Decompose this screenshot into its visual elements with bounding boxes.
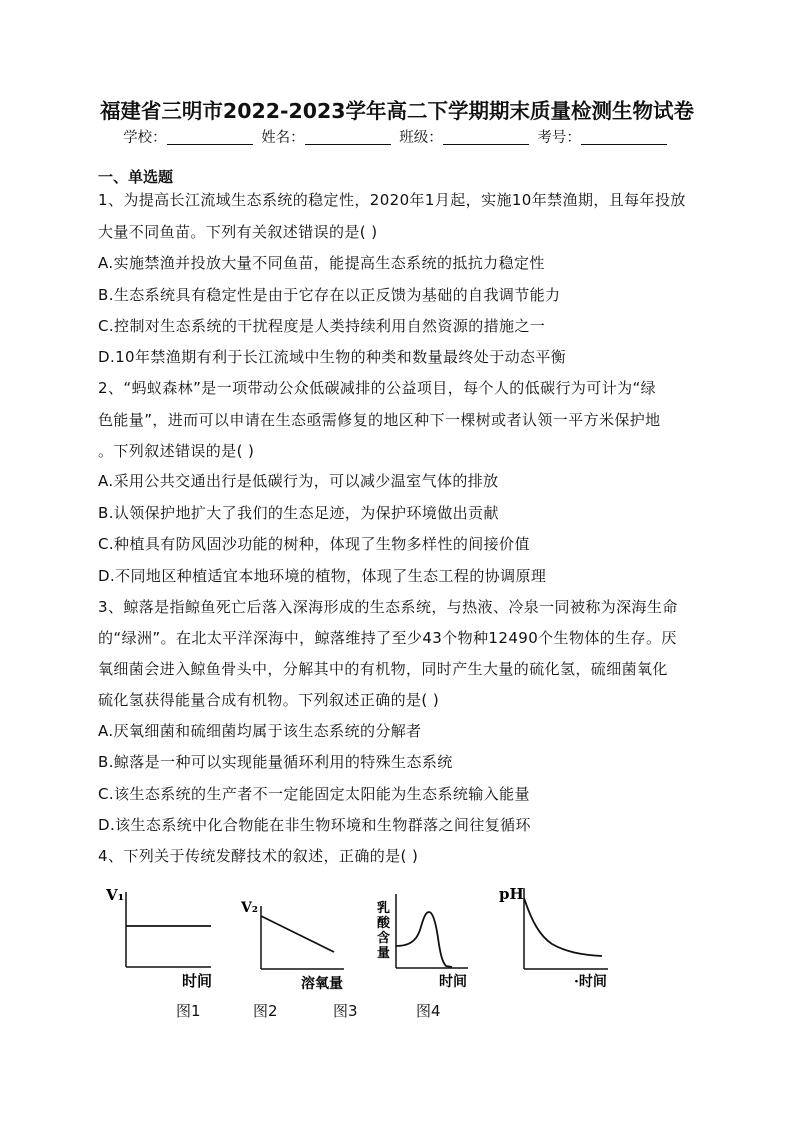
q1-option-a: A.实施禁渔并投放大量不同鱼苗，能提高生态系统的抵抗力稳定性 xyxy=(98,254,545,272)
q3-option-c: C.该生态系统的生产者不一定能固定太阳能为生态系统输入能量 xyxy=(98,785,530,803)
q2-option-b: B.认领保护地扩大了我们的生态足迹，为保护环境做出贡献 xyxy=(98,504,499,522)
fig3-y-label-3: 含 xyxy=(377,931,391,946)
fig1-y-label: V₁ xyxy=(106,886,125,904)
fig3-caption: 图3 xyxy=(333,1002,358,1020)
q3-stem-line-3: 氧细菌会进入鲸鱼骨头中，分解其中的有机物，同时产生大量的硫化氢，硫细菌氧化 xyxy=(98,660,668,678)
fig2-x-label: 溶氧量 xyxy=(301,976,343,992)
exam-number-blank[interactable] xyxy=(581,130,667,145)
fig3-curve xyxy=(396,912,452,967)
class-label: 班级： xyxy=(399,130,443,146)
fig3-y-label-2: 酸 xyxy=(377,916,391,931)
fig2-curve xyxy=(261,916,334,952)
q3-option-d: D.该生态系统中化合物能在非生物环境和生物群落之间往复循环 xyxy=(98,816,531,834)
fig3-y-label-1: 乳 xyxy=(377,901,391,916)
q3-stem-line-2: 的“绿洲”。在北太平洋深海中，鲸落维持了至少43个物种12490个生物体的生存。厌 xyxy=(98,629,677,647)
fig4-curve xyxy=(524,898,602,956)
q1-stem-line-1: 1、为提高长江流域生态系统的稳定性，2020年1月起，实施10年禁渔期，且每年投放 xyxy=(98,191,686,209)
q3-stem-line-1: 3、鲸落是指鲸鱼死亡后落入深海形成的生态系统，与热液、冷泉一同被称为深海生命 xyxy=(98,598,678,616)
fig4-caption: 图4 xyxy=(416,1002,441,1020)
figure-3-graph xyxy=(377,894,468,990)
q2-stem-line-3: 。下列叙述错误的是( ) xyxy=(98,442,255,460)
fig2-y-label: V₂ xyxy=(241,900,258,916)
q4-stem-line-1: 4、下列关于传统发酵技术的叙述，正确的是( ) xyxy=(98,847,419,865)
q2-option-d: D.不同地区种植适宜本地环境的植物，体现了生态工程的协调原理 xyxy=(98,567,547,585)
q3-stem-line-4: 硫化氢获得能量合成有机物。下列叙述正确的是( ) xyxy=(98,691,440,709)
school-blank[interactable] xyxy=(167,130,253,145)
exam-title: 福建省三明市2022-2023学年高二下学期期末质量检测生物试卷 xyxy=(99,99,695,123)
school-label: 学校： xyxy=(123,130,167,146)
fig4-x-label: ·时间 xyxy=(574,974,607,990)
q1-option-b: B.生态系统具有稳定性是由于它存在以正反馈为基础的自我调节能力 xyxy=(98,286,561,304)
fig1-x-label: 时间 xyxy=(182,972,213,990)
figure-4-graph xyxy=(499,885,608,990)
fig3-y-label-4: 量 xyxy=(377,946,391,961)
q1-option-d: D.10年禁渔期有利于长江流域中生物的种类和数量最终处于动态平衡 xyxy=(98,348,567,366)
class-blank[interactable] xyxy=(443,130,529,145)
fig2-caption: 图2 xyxy=(253,1002,278,1020)
fig1-caption: 图1 xyxy=(176,1002,201,1020)
q2-option-c: C.种植具有防风固沙功能的树种，体现了生物多样性的间接价值 xyxy=(98,535,530,553)
q2-option-a: A.采用公共交通出行是低碳行为，可以减少温室气体的排放 xyxy=(98,472,499,490)
q1-option-c: C.控制对生态系统的干扰程度是人类持续利用自然资源的措施之一 xyxy=(98,317,546,335)
exam-number-label: 考号： xyxy=(537,130,581,146)
student-info-row xyxy=(0,126,794,147)
name-label: 姓名： xyxy=(261,130,305,146)
figure-2-graph xyxy=(240,900,344,992)
fig4-y-label: pH xyxy=(499,885,524,903)
q3-option-a: A.厌氧细菌和硫细菌均属于该生态系统的分解者 xyxy=(98,722,422,740)
q2-stem-line-2: 色能量”，进而可以申请在生态亟需修复的地区种下一棵树或者认领一平方米保护地 xyxy=(98,411,661,429)
q1-stem-line-2: 大量不同鱼苗。下列有关叙述错误的是( ) xyxy=(98,223,378,241)
section-title: 一、单选题 xyxy=(98,168,174,186)
q2-stem-line-1: 2、“蚂蚁森林”是一项带动公众低碳减排的公益项目，每个人的低碳行为可计为“绿 xyxy=(98,379,657,397)
name-blank[interactable] xyxy=(305,130,391,145)
fig3-x-label: 时间 xyxy=(439,974,467,990)
figure-1-graph xyxy=(105,886,212,990)
q3-option-b: B.鲸落是一种可以实现能量循环利用的特殊生态系统 xyxy=(98,753,453,771)
